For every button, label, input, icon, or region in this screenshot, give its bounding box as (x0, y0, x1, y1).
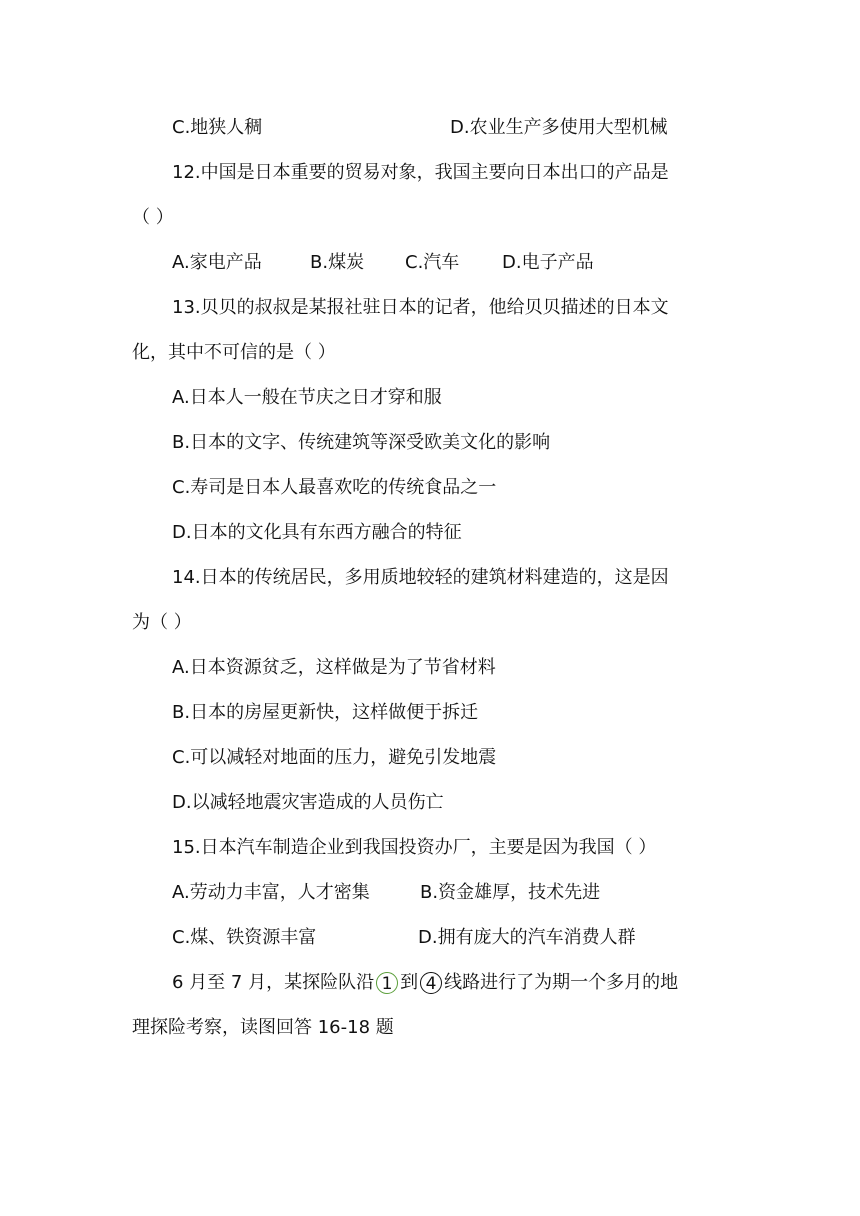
q14-option-d: D.以减轻地震灾害造成的人员伤亡 (172, 792, 444, 813)
q11-option-c: C.地狭人稠 (172, 117, 263, 138)
q13-option-c: C.寿司是日本人最喜欢吃的传统食品之一 (172, 477, 497, 498)
q15-option-c: C.煤、铁资源丰富 (172, 927, 317, 948)
q15-option-b: B.资金雄厚，技术先进 (420, 882, 601, 903)
q13-stem-line1: 13.贝贝的叔叔是某报社驻日本的记者，他给贝贝描述的日本文 (172, 297, 669, 318)
q12-stem-line2: （ ） (132, 207, 174, 228)
q12-option-a: A.家电产品 (172, 252, 262, 273)
q12-option-d: D.电子产品 (502, 252, 594, 273)
q13-option-d: D.日本的文化具有东西方融合的特征 (172, 522, 462, 543)
q13-option-b: B.日本的文字、传统建筑等深受欧美文化的影响 (172, 432, 551, 453)
q13-stem-line2: 化，其中不可信的是（ ） (132, 342, 336, 363)
q14-stem-line1: 14.日本的传统居民，多用质地较轻的建筑材料建造的，这是因 (172, 567, 669, 588)
q11-option-d: D.农业生产多使用大型机械 (450, 117, 668, 138)
q13-option-a: A.日本人一般在节庆之日才穿和服 (172, 387, 442, 408)
q15-option-d: D.拥有庞大的汽车消费人群 (418, 927, 636, 948)
intro-text-part2: 到 (400, 972, 419, 993)
route-point-4-marker: 4 (420, 972, 442, 994)
q14-option-b: B.日本的房屋更新快，这样做便于拆迁 (172, 702, 479, 723)
q14-option-a: A.日本资源贫乏，这样做是为了节省材料 (172, 657, 496, 678)
q12-option-b: B.煤炭 (310, 252, 365, 273)
route-point-1-marker: 1 (376, 972, 398, 994)
q12-option-c: C.汽车 (405, 252, 460, 273)
intro-text-part1: 6 月至 7 月，某探险队沿 (172, 972, 375, 993)
q15-stem: 15.日本汽车制造企业到我国投资办厂，主要是因为我国（ ） (172, 837, 657, 858)
intro-line1 (172, 971, 678, 995)
q14-stem-line2: 为（ ） (132, 612, 192, 633)
intro-line2: 理探险考察，读图回答 16-18 题 (132, 1017, 394, 1038)
q15-option-a: A.劳动力丰富，人才密集 (172, 882, 370, 903)
q14-option-c: C.可以减轻对地面的压力，避免引发地震 (172, 747, 497, 768)
intro-text-part3: 线路进行了为期一个多月的地 (444, 972, 679, 993)
q12-stem-line1: 12.中国是日本重要的贸易对象，我国主要向日本出口的产品是 (172, 162, 669, 183)
